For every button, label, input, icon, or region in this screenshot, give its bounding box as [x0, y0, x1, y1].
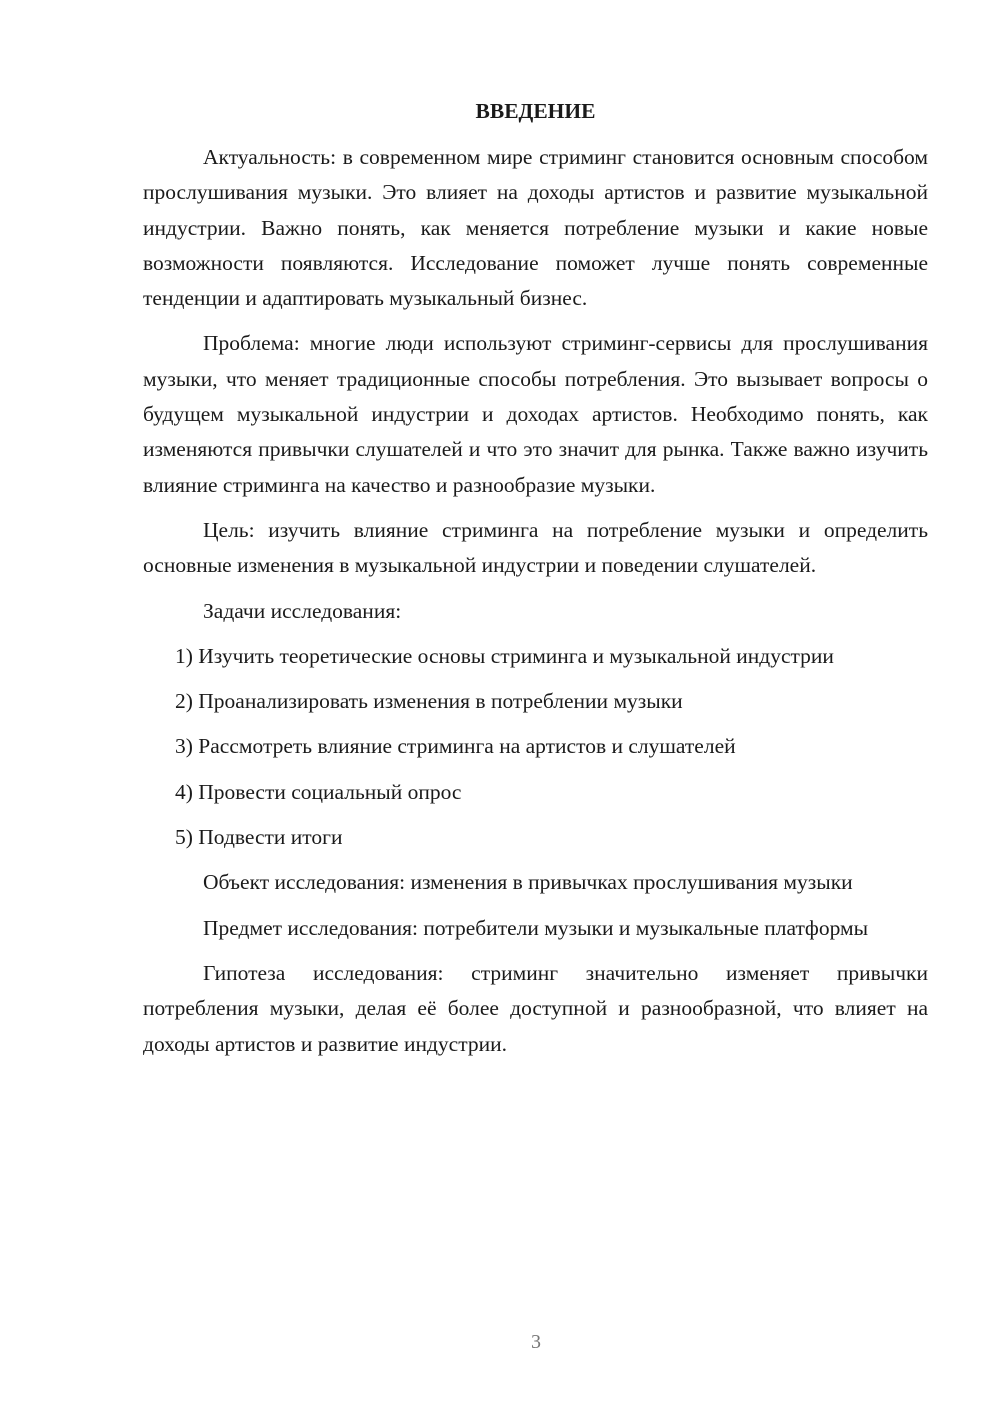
object-paragraph: Объект исследования: изменения в привычках прослушивания музыки	[203, 870, 853, 895]
document-page	[143, 96, 928, 1072]
task-item-1: 1) Изучить теоретические основы стриминга и музыкальной индустрии	[175, 643, 834, 668]
tasks-list	[143, 639, 928, 855]
page-number: 3	[531, 1331, 541, 1353]
task-item-5: 5) Подвести итоги	[175, 825, 343, 850]
task-item-4: 4) Провести социальный опрос	[175, 779, 462, 804]
goal-paragraph: Цель: изучить влияние стриминга на потребление музыки и определить основные изменения в музыкальной индустрии и поведении слушателей.	[143, 517, 928, 578]
hypothesis-paragraph: Гипотеза исследования: стриминг значительно изменяет привычки потребления музыки, делая её более доступной и разнообразной, что влияет на доходы артистов и развитие индустрии.	[143, 960, 928, 1056]
subject-paragraph: Предмет исследования: потребители музыки и музыкальные платформы	[203, 915, 869, 940]
section-title: ВВЕДЕНИЕ	[475, 99, 596, 123]
problem-paragraph: Проблема: многие люди используют стриминг-сервисы для прослушивания музыки, что меняет традиционные способы потребления. Это вызывает вопросы о будущем музыкальной индустрии и доходах артистов. Необходимо понять, как изменяются привычки слушателей и что это значит для рынка. Также важно изучить влияние стриминга на качество и разнообразие музыки.	[143, 331, 928, 497]
tasks-heading: Задачи исследования:	[203, 598, 402, 623]
task-item-2: 2) Проанализировать изменения в потреблении музыки	[175, 689, 683, 714]
relevance-paragraph: Актуальность: в современном мире стриминг становится основным способом прослушивания музыки. Это влияет на доходы артистов и развитие музыкальной индустрии. Важно понять, как меняется потребление музыки и какие новые возможности появляются. Исследование поможет лучше понять современные тенденции и адаптировать музыкальный бизнес.	[143, 145, 928, 311]
task-item-3: 3) Рассмотреть влияние стриминга на артистов и слушателей	[175, 734, 736, 759]
